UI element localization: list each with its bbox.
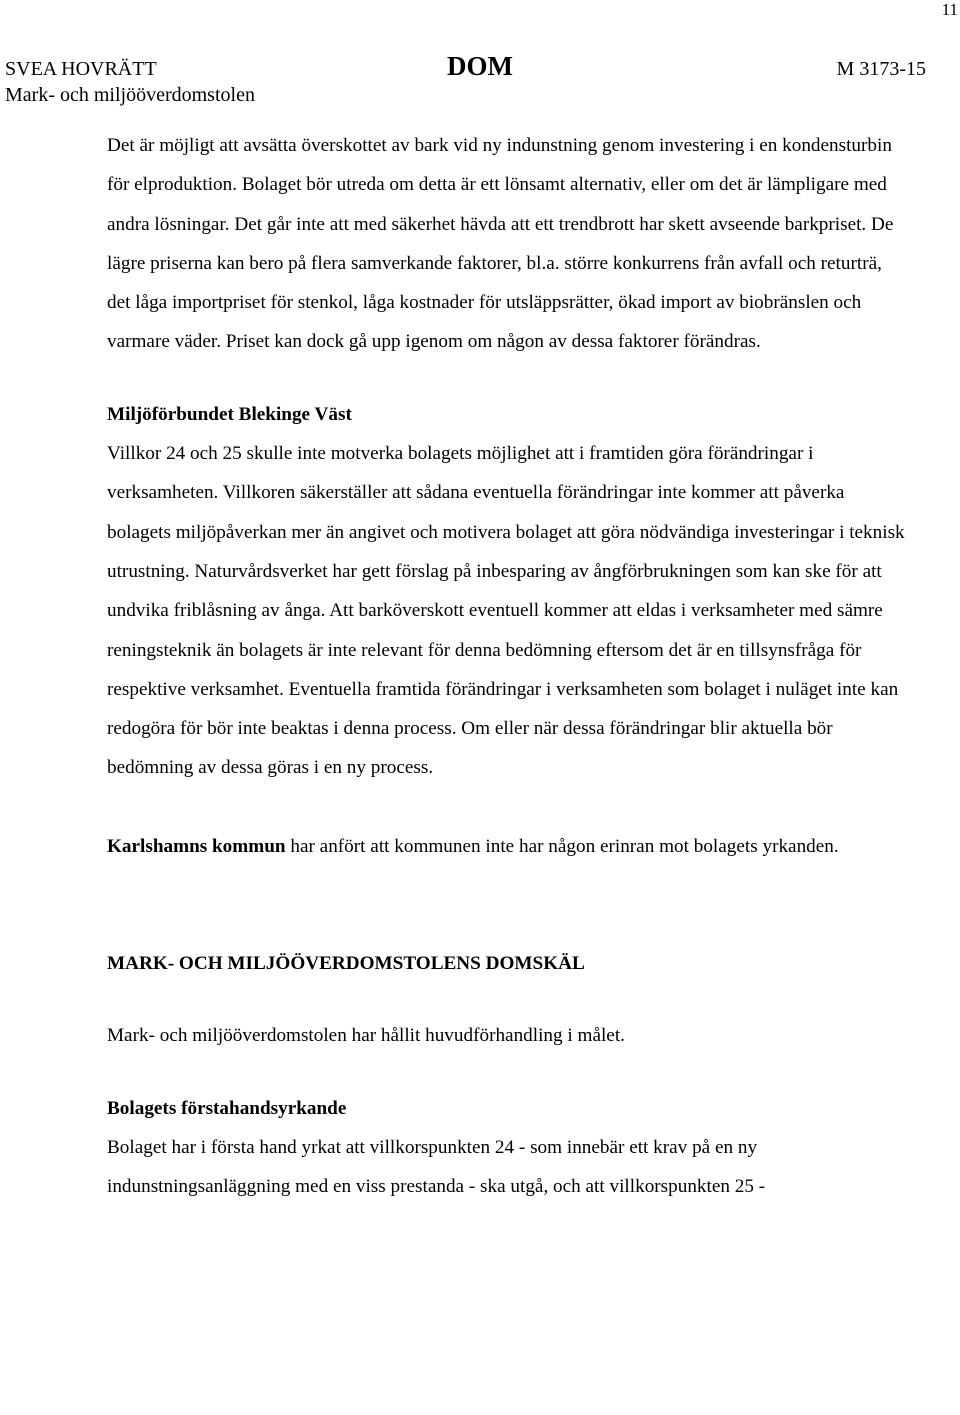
section-heading-domskal: MARK- OCH MILJÖÖVERDOMSTOLENS DOMSKÄL: [107, 953, 585, 975]
section-heading-miljoforbundet: Miljöförbundet Blekinge Väst: [107, 403, 352, 425]
paragraph-huvudforhandling: Mark- och miljööverdomstolen har hållit huvudförhandling i målet.: [107, 1025, 625, 1047]
paragraph-miljoforbundet: Villkor 24 och 25 skulle inte motverka bolagets möjlighet att i framtiden göra förändringar i verksamheten. Villkoren säkerställer att sådana eventuella förändringar inte kommer att påverka bolagets miljöpåverkan mer än angivet och motivera bolaget att göra nödvändiga investeringar i teknisk utrustning. Naturvårdsverket har gett förslag på inbesparing av ångförbrukningen som kan ske för att undvika friblåsning av ånga. Att barköverskott eventuell kommer att eldas i verksamheter med sämre reningsteknik än bolagets är inte relevant för denna bedömning eftersom det är en tillsynsfråga för respektive verksamhet. Eventuella framtida förändringar i verksamheten som bolaget i nuläget inte kan redogöra för bör inte beaktas i denna process. Om eller när dessa förändringar blir aktuella bör bedömning av dessa göras i en ny process.: [107, 443, 905, 779]
page-number: 11: [941, 0, 958, 19]
case-number: M 3173-15: [836, 58, 926, 80]
document-type: DOM: [447, 51, 513, 81]
karlshamn-bold: Karlshamns kommun: [107, 835, 286, 857]
paragraph-karlshamn: [107, 827, 907, 866]
court-division: Mark- och miljööverdomstolen: [5, 84, 255, 106]
paragraph-forstahandsyrkande: Bolaget har i första hand yrkat att villkorspunkten 24 - som innebär ett krav på en ny indunstningsanläggning med en viss prestanda - ska utgå, och att villkorspunkten 25 -: [107, 1136, 766, 1198]
paragraph-bark-surplus: Det är möjligt att avsätta överskottet av bark vid ny indunstning genom investering i en kondensturbin för elproduktion. Bolaget bör utreda om detta är ett lönsamt alternativ, eller om det är lämpligare med andra lösningar. Det går inte att med säkerhet hävda att ett trendbrott har skett avseende barkpriset. De lägre priserna kan bero på flera samverkande faktorer, bl.a. större konkurrens från avfall och returträ, det låga importpriset för stenkol, låga kostnader för utsläppsrätter, ökad import av biobränslen och varmare väder. Priset kan dock gå upp igenom om någon av dessa faktorer förändras.: [107, 135, 894, 353]
section-heading-forstahandsyrkande: Bolagets förstahandsyrkande: [107, 1097, 347, 1119]
document-body: [107, 126, 907, 1207]
karlshamn-text: har anfört att kommunen inte har någon erinran mot bolagets yrkanden.: [285, 835, 839, 857]
court-name: SVEA HOVRÄTT: [5, 58, 157, 80]
